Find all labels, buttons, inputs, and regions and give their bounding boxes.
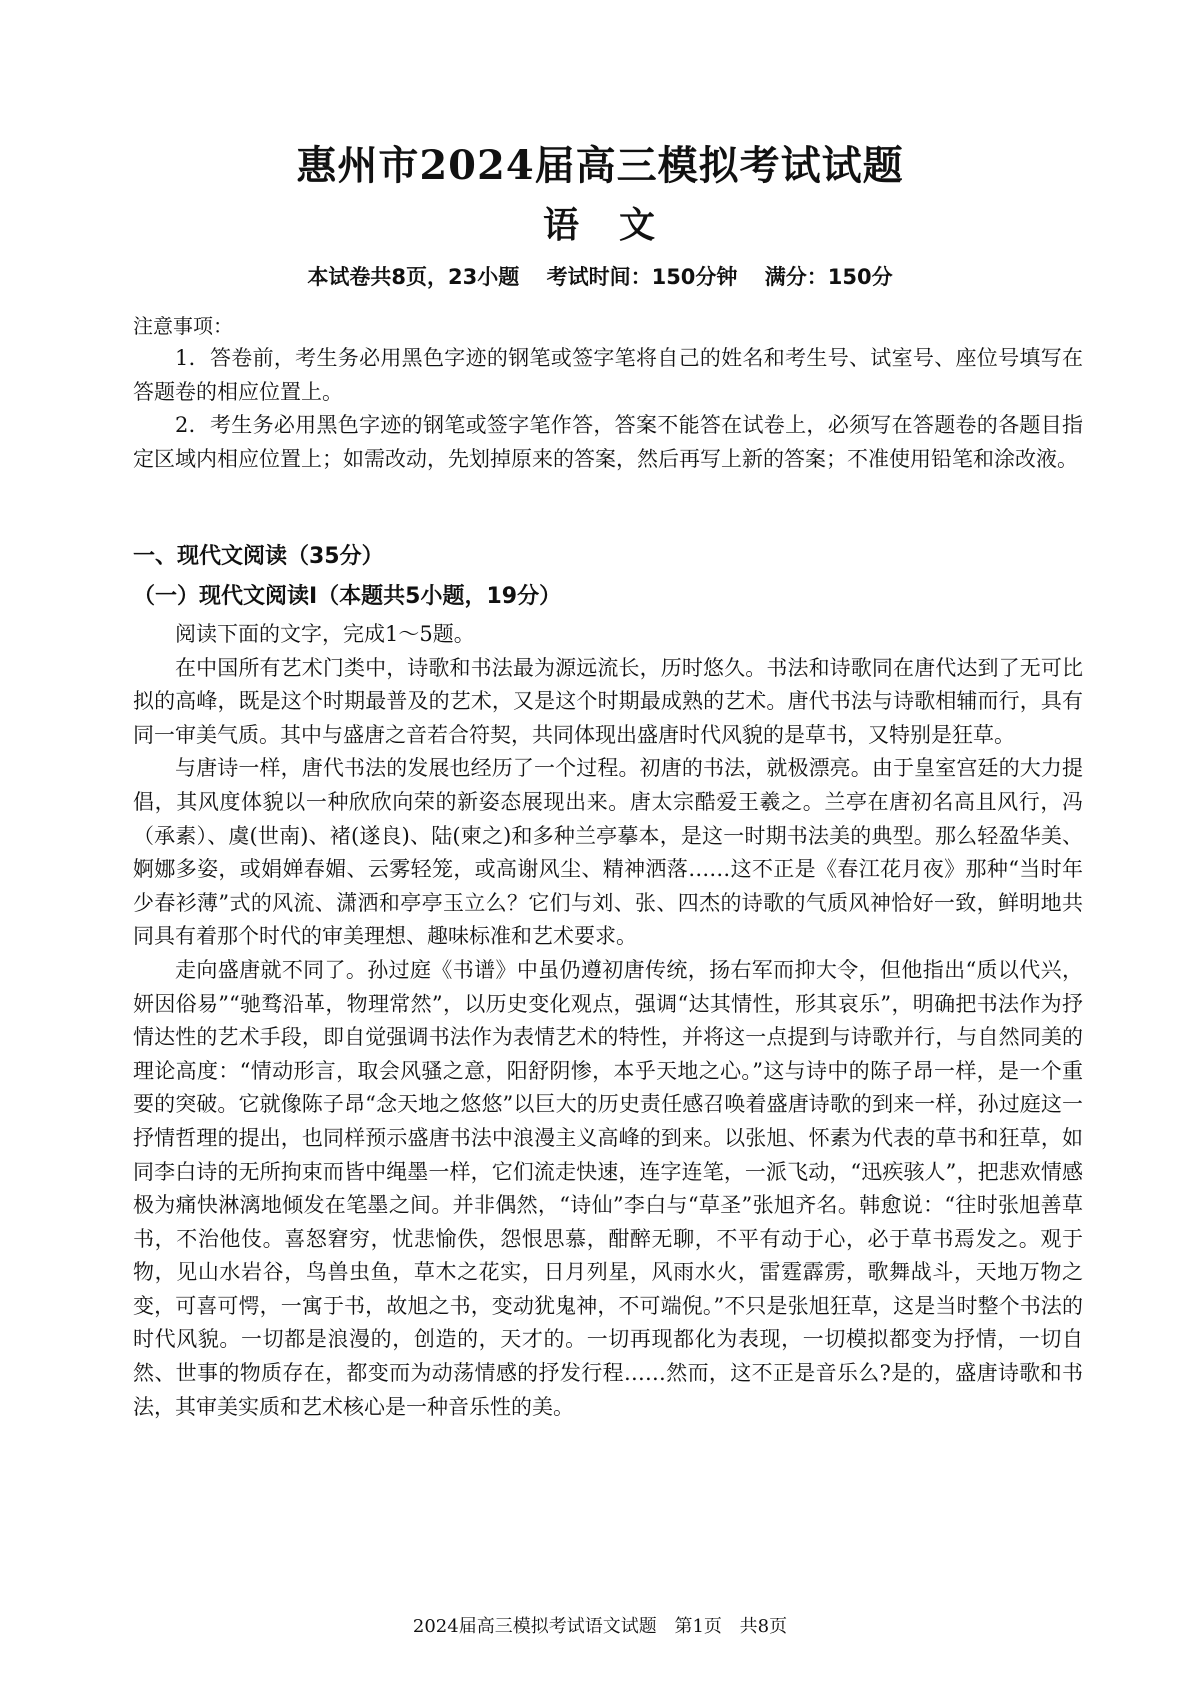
- passage-paragraph-1: 在中国所有艺术门类中，诗歌和书法最为源远流长，历时悠久。书法和诗歌同在唐代达到了无可比拟的高峰，既是这个时期最普及的艺术，又是这个时期最成熟的艺术。唐代书法与诗歌相辅而行，具有同一审美气质。其中与盛唐之音若合符契，共同体现出盛唐时代风貌的是草书，又特别是狂草。: [133, 655, 1083, 747]
- notice-list: [133, 342, 1083, 476]
- section-heading: 一、现代文阅读（35分）: [133, 544, 384, 569]
- score-info: 满分：150分: [764, 265, 893, 289]
- time-info: 考试时间：150分钟: [546, 265, 738, 289]
- subsection-heading: （一）现代文阅读Ⅰ（本题共5小题，19分）: [133, 584, 562, 609]
- reading-passage: [133, 618, 1083, 1424]
- subject-title: 语 文: [542, 204, 657, 246]
- passage-paragraph-3: 走向盛唐就不同了。孙过庭《书谱》中虽仍遵初唐传统，扬右军而抑大令，但他指出“质以代兴，妍因俗易”“驰骛沿革，物理常然”，以历史变化观点，强调“达其情性，形其哀乐”，明确把书法作为抒情达性的艺术手段，即自觉强调书法作为表情艺术的特性，并将这一点提到与诗歌并行，与自然同美的理论高度：“情动形言，取会风骚之意，阳舒阴惨，本乎天地之心。”这与诗中的陈子昂一样，是一个重要的突破。它就像陈子昂“念天地之悠悠”以巨大的历史责任感召唤着盛唐诗歌的到来一样，孙过庭这一抒情哲理的提出，也同样预示盛唐书法中浪漫主义高峰的到来。以张旭、怀素为代表的草书和狂草，如同李白诗的无所拘束而皆中绳墨一样，它们流走快速，连字连笔，一派飞动，“迅疾骇人”，把悲欢情感极为痛快淋漓地倾发在笔墨之间。并非偶然，“诗仙”李白与“草圣”张旭齐名。韩愈说：“往时张旭善草书，不治他伎。喜怒窘穷，忧悲愉佚，怨恨思慕，酣醉无聊，不平有动于心，必于草书焉发之。观于物，见山水岩谷，鸟兽虫鱼，草木之花实，日月列星，风雨水火，雷霆霹雳，歌舞战斗，天地万物之变，可喜可愕，一寓于书，故旭之书，变动犹鬼神，不可端倪。”不只是张旭狂草，这是当时整个书法的时代风貌。一切都是浪漫的，创造的，天才的。一切再现都化为表现，一切模拟都变为抒情，一切自然、世事的物质存在，都变而为动荡情感的抒发行程……然而，这不正是音乐么?是的，盛唐诗歌和书法，其审美实质和艺术核心是一种音乐性的美。: [133, 957, 1083, 1419]
- footer-exam-name: 2024届高三模拟考试语文试题: [412, 1616, 657, 1637]
- page-footer: [0, 1614, 1200, 1640]
- notice-heading: 注意事项：: [133, 314, 233, 338]
- footer-total-pages: 共8页: [739, 1616, 788, 1637]
- notice-item-1: 1．答卷前，考生务必用黑色字迹的钢笔或签字笔将自己的姓名和考生号、试室号、座位号填写在答题卷的相应位置上。: [133, 346, 1083, 404]
- reading-instruction: 阅读下面的文字，完成1～5题。: [175, 622, 475, 646]
- exam-title: 惠州市2024届高三模拟考试试题: [296, 142, 904, 189]
- page-count-info: 本试卷共8页，23小题: [307, 265, 520, 289]
- passage-paragraph-2: 与唐诗一样，唐代书法的发展也经历了一个过程。初唐的书法，就极漂亮。由于皇室宫廷的大力提倡，其风度体貌以一种欣欣向荣的新姿态展现出来。唐太宗酷爱王羲之。兰亭在唐初名高且风行，冯（承素）、虞(世南)、褚(遂良)、陆(柬之)和多种兰亭摹本，是这一时期书法美的典型。那么轻盈华美、婀娜多姿，或娟婵春媚、云雾轻笼，或高谢风尘、精神洒落……这不正是《春江花月夜》那种“当时年少春衫薄”式的风流、潇洒和亭亭玉立么？它们与刘、张、四杰的诗歌的气质风神恰好一致，鲜明地共同具有着那个时代的审美理想、趣味标准和艺术要求。: [133, 756, 1083, 949]
- exam-info: [0, 262, 1200, 292]
- notice-item-2: 2．考生务必用黑色字迹的钢笔或签字笔作答，答案不能答在试卷上，必须写在答题卷的各题目指定区域内相应位置上；如需改动，先划掉原来的答案，然后再写上新的答案；不准使用铅笔和涂改液。: [133, 413, 1083, 471]
- footer-page-number: 第1页: [674, 1616, 722, 1637]
